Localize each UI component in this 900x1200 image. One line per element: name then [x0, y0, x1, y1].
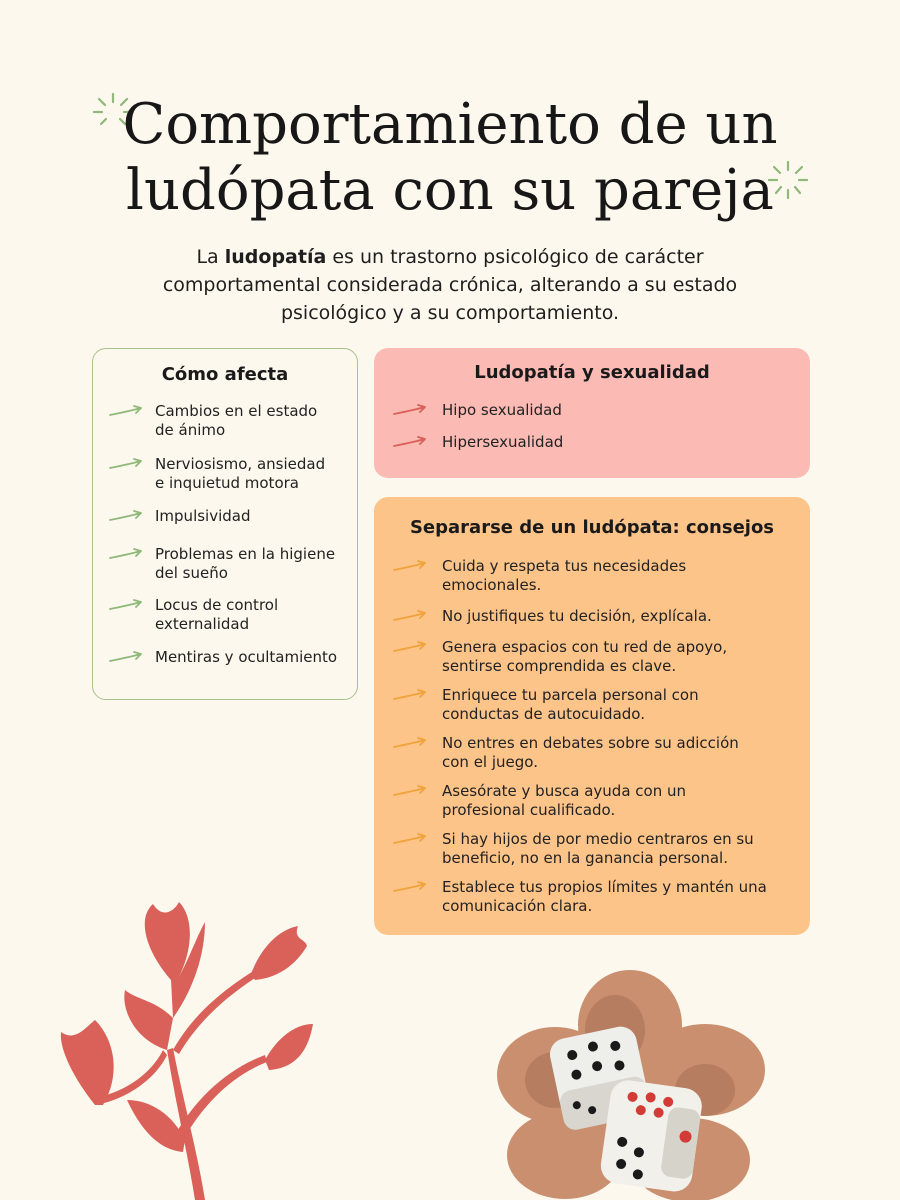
- arrow-icon: [392, 880, 428, 894]
- como-afecta-item-line-2: del sueño: [155, 564, 228, 582]
- consejos-item-line-2: beneficio, no en la ganancia personal.: [442, 849, 728, 867]
- arrow-icon: [108, 650, 144, 664]
- sexualidad-card: [374, 348, 810, 478]
- como-afecta-item-line-1: Problemas en la higiene: [155, 545, 336, 563]
- como-afecta-item-line-1: Locus de control: [155, 596, 279, 614]
- consejos-item-line-1: Enriquece tu parcela personal con: [442, 686, 699, 704]
- arrow-icon: [392, 640, 428, 654]
- como-afecta-item: [155, 596, 278, 634]
- arrow-icon: [108, 547, 144, 561]
- arrow-icon: [108, 404, 144, 418]
- arrow-icon: [108, 598, 144, 612]
- como-afecta-item-line-2: externalidad: [155, 615, 250, 633]
- arrow-icon: [392, 688, 428, 702]
- consejos-item: [442, 686, 699, 724]
- como-afecta-title: Cómo afecta: [161, 364, 289, 385]
- consejos-item-line-2: emocionales.: [442, 576, 542, 594]
- consejos-item: [442, 734, 739, 772]
- arrow-icon: [392, 609, 428, 623]
- arrow-icon: [108, 457, 144, 471]
- como-afecta-item: [155, 402, 317, 440]
- como-afecta-item-line-1: Mentiras y ocultamiento: [155, 648, 338, 666]
- como-afecta-item: [155, 455, 325, 493]
- intro-line-2: comportamental considerada crónica, alterando a su estado: [162, 274, 738, 296]
- intro-paragraph: [100, 243, 800, 327]
- consejos-item-line-1: No justifiques tu decisión, explícala.: [442, 607, 712, 625]
- intro-bold-term: ludopatía: [224, 246, 327, 268]
- intro-prefix: La: [196, 246, 225, 268]
- consejos-item-line-1: Establece tus propios límites y mantén una: [442, 878, 767, 896]
- como-afecta-item-line-2: e inquietud motora: [155, 474, 299, 492]
- consejos-item-line-1: Si hay hijos de por medio centraros en su: [442, 830, 754, 848]
- como-afecta-item-line-2: de ánimo: [155, 421, 226, 439]
- arrow-icon: [108, 509, 144, 523]
- sexualidad-item-line-1: Hipo sexualidad: [442, 401, 562, 419]
- consejos-item-line-1: Cuida y respeta tus necesidades: [442, 557, 687, 575]
- arrow-icon: [392, 403, 428, 417]
- intro-line-1: es un trastorno psicológico de carácter: [326, 246, 704, 268]
- consejos-item: [442, 638, 727, 676]
- como-afecta-item: [155, 545, 335, 583]
- consejos-item-line-1: No entres en debates sobre su adicción: [442, 734, 739, 752]
- sexualidad-item: [442, 433, 563, 452]
- consejos-item: [442, 830, 754, 868]
- arrow-icon: [392, 832, 428, 846]
- leaf-branch-decoration: [55, 900, 315, 1200]
- dice-flower-decoration: [495, 970, 770, 1200]
- como-afecta-item-line-1: Cambios en el estado: [155, 402, 318, 420]
- consejos-item-line-2: profesional cualificado.: [442, 801, 616, 819]
- arrow-icon: [392, 784, 428, 798]
- intro-line-3: psicológico y a su comportamiento.: [280, 302, 620, 324]
- sexualidad-item: [442, 401, 562, 420]
- title-line-2: ludópata con su pareja: [126, 158, 774, 223]
- page-title: [0, 92, 900, 224]
- sexualidad-title: Ludopatía y sexualidad: [474, 362, 710, 383]
- consejos-item: [442, 607, 712, 626]
- consejos-title: Separarse de un ludópata: consejos: [409, 517, 775, 538]
- sexualidad-item-line-1: Hipersexualidad: [442, 433, 564, 451]
- como-afecta-item-line-1: Impulsividad: [155, 507, 251, 525]
- consejos-item-line-2: sentirse comprendida es clave.: [442, 657, 677, 675]
- arrow-icon: [392, 736, 428, 750]
- consejos-item-line-1: Genera espacios con tu red de apoyo,: [442, 638, 728, 656]
- consejos-item-line-1: Asesórate y busca ayuda con un: [442, 782, 686, 800]
- consejos-item-line-2: comunicación clara.: [442, 897, 593, 915]
- como-afecta-item-line-1: Nerviosismo, ansiedad: [155, 455, 326, 473]
- consejos-item-line-2: conductas de autocuidado.: [442, 705, 645, 723]
- como-afecta-item: [155, 507, 251, 526]
- arrow-icon: [392, 559, 428, 573]
- consejos-item: [442, 557, 686, 595]
- arrow-icon: [392, 435, 428, 449]
- consejos-item: [442, 878, 767, 916]
- consejos-item-line-2: con el juego.: [442, 753, 538, 771]
- consejos-item: [442, 782, 686, 820]
- title-line-1: Comportamiento de un: [122, 92, 778, 157]
- como-afecta-item: [155, 648, 337, 667]
